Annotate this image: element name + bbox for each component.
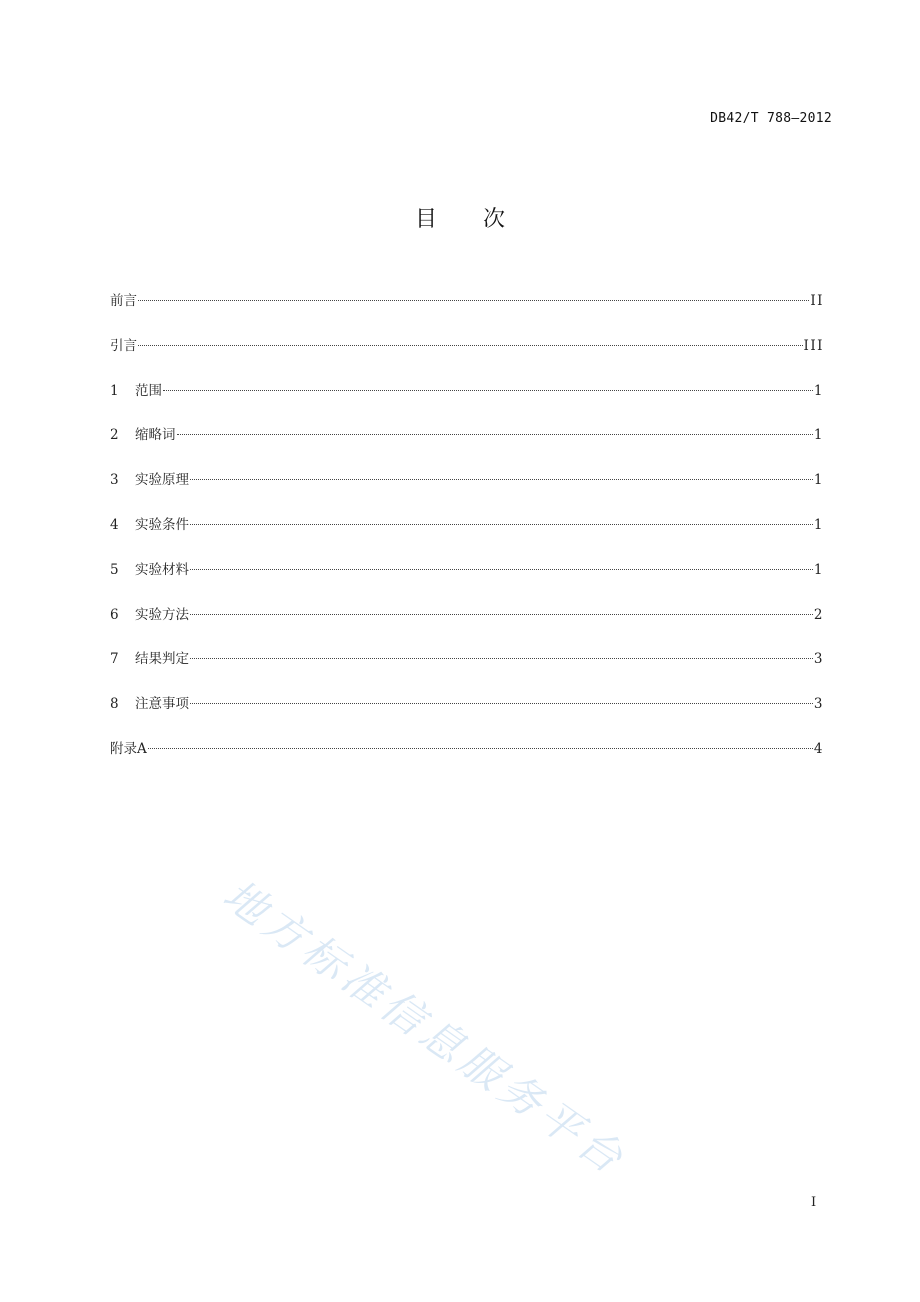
toc-leader-dots: [190, 614, 813, 615]
toc-entry-6[interactable]: [110, 605, 824, 650]
toc-entry-label: 缩略词: [135, 427, 176, 444]
toc-entry-page: III: [803, 337, 824, 354]
watermark: 地方标准信息服务平台: [214, 869, 636, 1186]
toc-entry-foreword[interactable]: [110, 291, 824, 336]
toc-leader-dots: [190, 479, 813, 480]
toc-leader-dots: [163, 390, 813, 391]
toc-entry-7[interactable]: [110, 649, 824, 694]
toc-entry-8[interactable]: [110, 694, 824, 739]
toc-entry-label: 附录A: [110, 740, 147, 757]
toc-leader-dots: [190, 569, 813, 570]
toc-entry-page: 2: [813, 606, 824, 623]
toc-leader-dots: [138, 345, 803, 346]
page-title: [0, 202, 920, 233]
toc-entry-appendix-a[interactable]: [110, 739, 824, 784]
toc-leader-dots: [190, 524, 813, 525]
toc-entry-page: II: [810, 293, 824, 309]
toc-entry-label: 实验材料: [135, 561, 189, 578]
toc-entry-page: 1: [813, 472, 824, 489]
toc-entry-number: 4: [110, 516, 119, 533]
toc-entry-5[interactable]: [110, 560, 824, 605]
toc-leader-dots: [148, 748, 813, 749]
toc-entry-number: 6: [110, 606, 119, 623]
toc-entry-4[interactable]: [110, 515, 824, 560]
toc-leader-dots: [138, 300, 809, 301]
toc-leader-dots: [177, 434, 813, 435]
toc-entry-page: 1: [813, 427, 824, 444]
page-number: I: [811, 1195, 817, 1210]
toc-entry-page: 1: [813, 516, 824, 533]
toc-leader-dots: [190, 658, 813, 659]
toc-entry-number: 3: [110, 472, 119, 489]
toc-entry-page: 1: [813, 382, 824, 399]
toc-entry-label: 实验条件: [135, 516, 189, 533]
table-of-contents: [110, 291, 824, 784]
toc-entry-3[interactable]: [110, 470, 824, 515]
toc-entry-label: 实验方法: [135, 606, 189, 623]
toc-leader-dots: [190, 703, 813, 704]
title-char-1: 目: [414, 207, 437, 232]
toc-entry-label: 实验原理: [135, 472, 189, 489]
toc-entry-label: 前言: [110, 293, 137, 309]
toc-entry-label: 引言: [110, 337, 137, 354]
toc-entry-label: 范围: [135, 382, 162, 399]
toc-entry-number: 7: [110, 651, 119, 668]
toc-entry-number: 2: [110, 427, 119, 444]
toc-entry-label: 注意事项: [135, 696, 189, 713]
toc-entry-page: 4: [813, 740, 824, 757]
toc-entry-number: 5: [110, 561, 119, 578]
toc-entry-1[interactable]: [110, 381, 824, 426]
toc-entry-label: 结果判定: [135, 651, 189, 668]
toc-entry-introduction[interactable]: [110, 336, 824, 381]
toc-entry-page: 3: [813, 696, 824, 713]
toc-entry-page: 3: [813, 651, 824, 668]
toc-entry-2[interactable]: [110, 425, 824, 470]
title-char-2: 次: [483, 207, 506, 232]
toc-entry-number: 8: [110, 696, 119, 713]
toc-entry-page: 1: [813, 561, 824, 578]
toc-entry-number: 1: [110, 382, 119, 399]
document-code: DB42/T 788—2012: [710, 111, 832, 126]
